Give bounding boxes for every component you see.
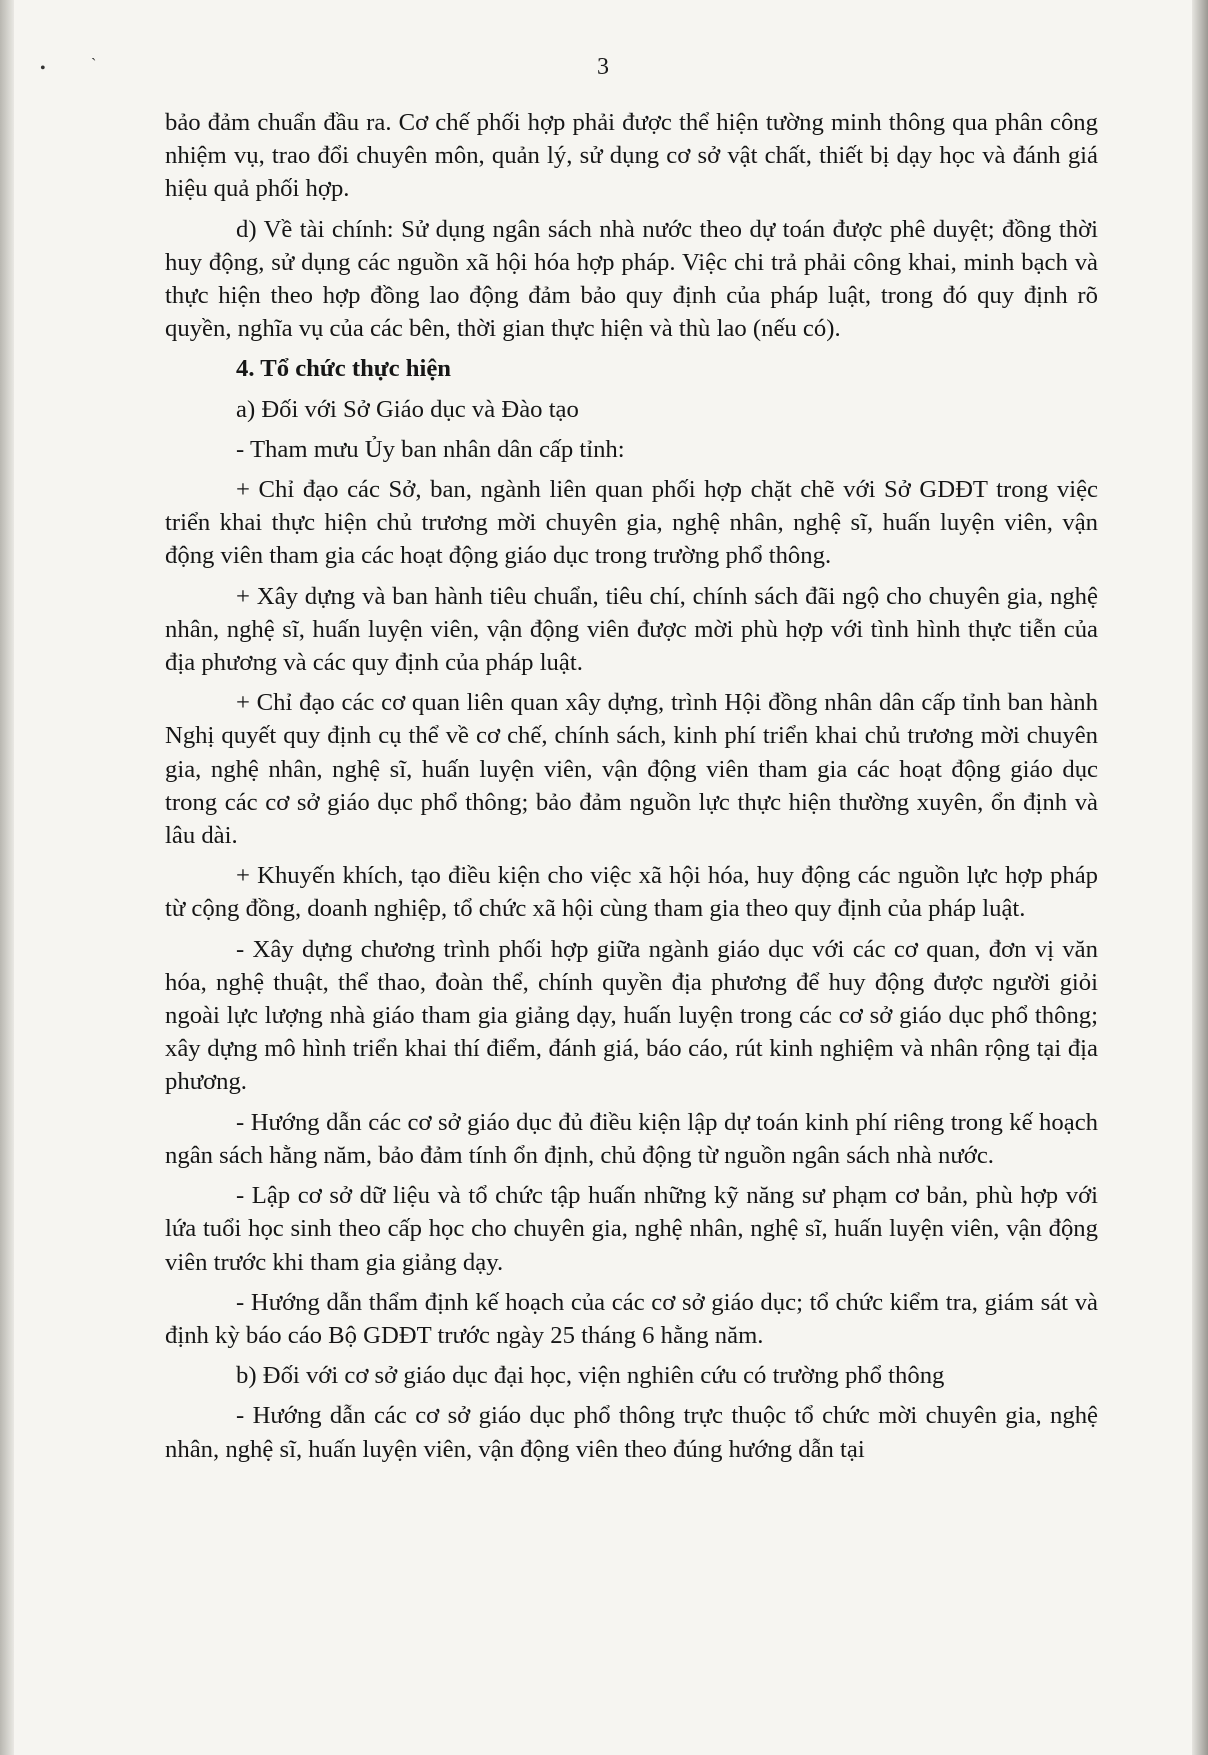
paragraph-15: - Hướng dẫn các cơ sở giáo dục phổ thông trực thuộc tổ chức mời chuyên gia, nghệ nhân, nghệ sĩ, huấn luyện viên, vận động viên theo đúng hướng dẫn tại (165, 1402, 1098, 1463)
paragraph-10: - Xây dựng chương trình phối hợp giữa ngành giáo dục với các cơ quan, đơn vị văn hóa, nghệ thuật, thể thao, đoàn thể, chính quyền địa phương để huy động được người giỏi ngoài lực lượng nhà giáo tham gia giảng dạy, huấn luyện trong các cơ sở giáo dục phổ thông; xây dựng mô hình triển khai thí điểm, đánh giá, báo cáo, rút kinh nghiệm và nhân rộng tại địa phương. (165, 935, 1098, 1096)
section-heading: 4. Tổ chức thực hiện (236, 355, 452, 383)
paragraph-1: bảo đảm chuẩn đầu ra. Cơ chế phối hợp phải được thể hiện tường minh thông qua phân công nhiệm vụ, trao đổi chuyên môn, quản lý, sử dụng cơ sở vật chất, thiết bị dạy học và đánh giá hiệu quả phối hợp. (165, 109, 1098, 203)
page-left-shadow (0, 0, 14, 1755)
paragraph-6: + Chỉ đạo các Sở, ban, ngành liên quan phối hợp chặt chẽ với Sở GDĐT trong việc triển khai thực hiện chủ trương mời chuyên gia, nghệ nhân, nghệ sĩ, huấn luyện viên, vận động viên tham gia các hoạt động giáo dục trong trường phổ thông. (165, 476, 1098, 570)
paragraph-11: - Hướng dẫn các cơ sở giáo dục đủ điều kiện lập dự toán kinh phí riêng trong kế hoạch ngân sách hằng năm, bảo đảm tính ổn định, chủ động từ nguồn ngân sách nhà nước. (165, 1108, 1098, 1169)
paragraph-2: d) Về tài chính: Sử dụng ngân sách nhà nước theo dự toán được phê duyệt; đồng thời huy động, sử dụng các nguồn xã hội hóa hợp pháp. Việc chi trả phải công khai, minh bạch và thực hiện theo hợp đồng lao động đảm bảo quy định của pháp luật, trong đó quy định rõ quyền, nghĩa vụ của các bên, thời gian thực hiện và thù lao (nếu có). (165, 215, 1098, 343)
paragraph-5: - Tham mưu Ủy ban nhân dân cấp tỉnh: (236, 435, 625, 463)
paragraph-4: a) Đối với Sở Giáo dục và Đào tạo (236, 395, 579, 423)
scan-tick-mark: ˋ (91, 56, 97, 73)
paragraph-12: - Lập cơ sở dữ liệu và tổ chức tập huấn những kỹ năng sư phạm cơ bản, phù hợp với lứa tuổi học sinh theo cấp học cho chuyên gia, nghệ nhân, nghệ sĩ, huấn luyện viên, vận động viên trước khi tham gia giảng dạy. (165, 1182, 1098, 1276)
paragraph-14: b) Đối với cơ sở giáo dục đại học, viện nghiên cứu có trường phổ thông (236, 1362, 945, 1390)
body-text (165, 106, 1098, 1473)
paragraph-8: + Chỉ đạo các cơ quan liên quan xây dựng, trình Hội đồng nhân dân cấp tỉnh ban hành Nghị quyết quy định cụ thể về cơ chế, chính sách, kinh phí triển khai chủ trương mời chuyên gia, nghệ nhân, nghệ sĩ, huấn luyện viên, vận động viên tham gia các hoạt động giáo dục trong các cơ sở giáo dục phổ thông; bảo đảm nguồn lực thực hiện thường xuyên, ổn định và lâu dài. (165, 689, 1098, 850)
document-page (14, 0, 1192, 1755)
paragraph-9: + Khuyến khích, tạo điều kiện cho việc xã hội hóa, huy động các nguồn lực hợp pháp từ cộng đồng, doanh nghiệp, tổ chức xã hội cùng tham gia theo quy định của pháp luật. (165, 862, 1098, 923)
paragraph-13: - Hướng dẫn thẩm định kế hoạch của các cơ sở giáo dục; tổ chức kiểm tra, giám sát và định kỳ báo cáo Bộ GDĐT trước ngày 25 tháng 6 hằng năm. (165, 1288, 1098, 1349)
paragraph-7: + Xây dựng và ban hành tiêu chuẩn, tiêu chí, chính sách đãi ngộ cho chuyên gia, nghệ nhân, nghệ sĩ, huấn luyện viên, vận động viên được mời phù hợp với tình hình thực tiễn của địa phương và các quy định của pháp luật. (165, 582, 1098, 677)
page-number: 3 (597, 54, 609, 80)
page-right-shadow (1192, 0, 1208, 1755)
scan-dot-mark: • (40, 60, 46, 77)
